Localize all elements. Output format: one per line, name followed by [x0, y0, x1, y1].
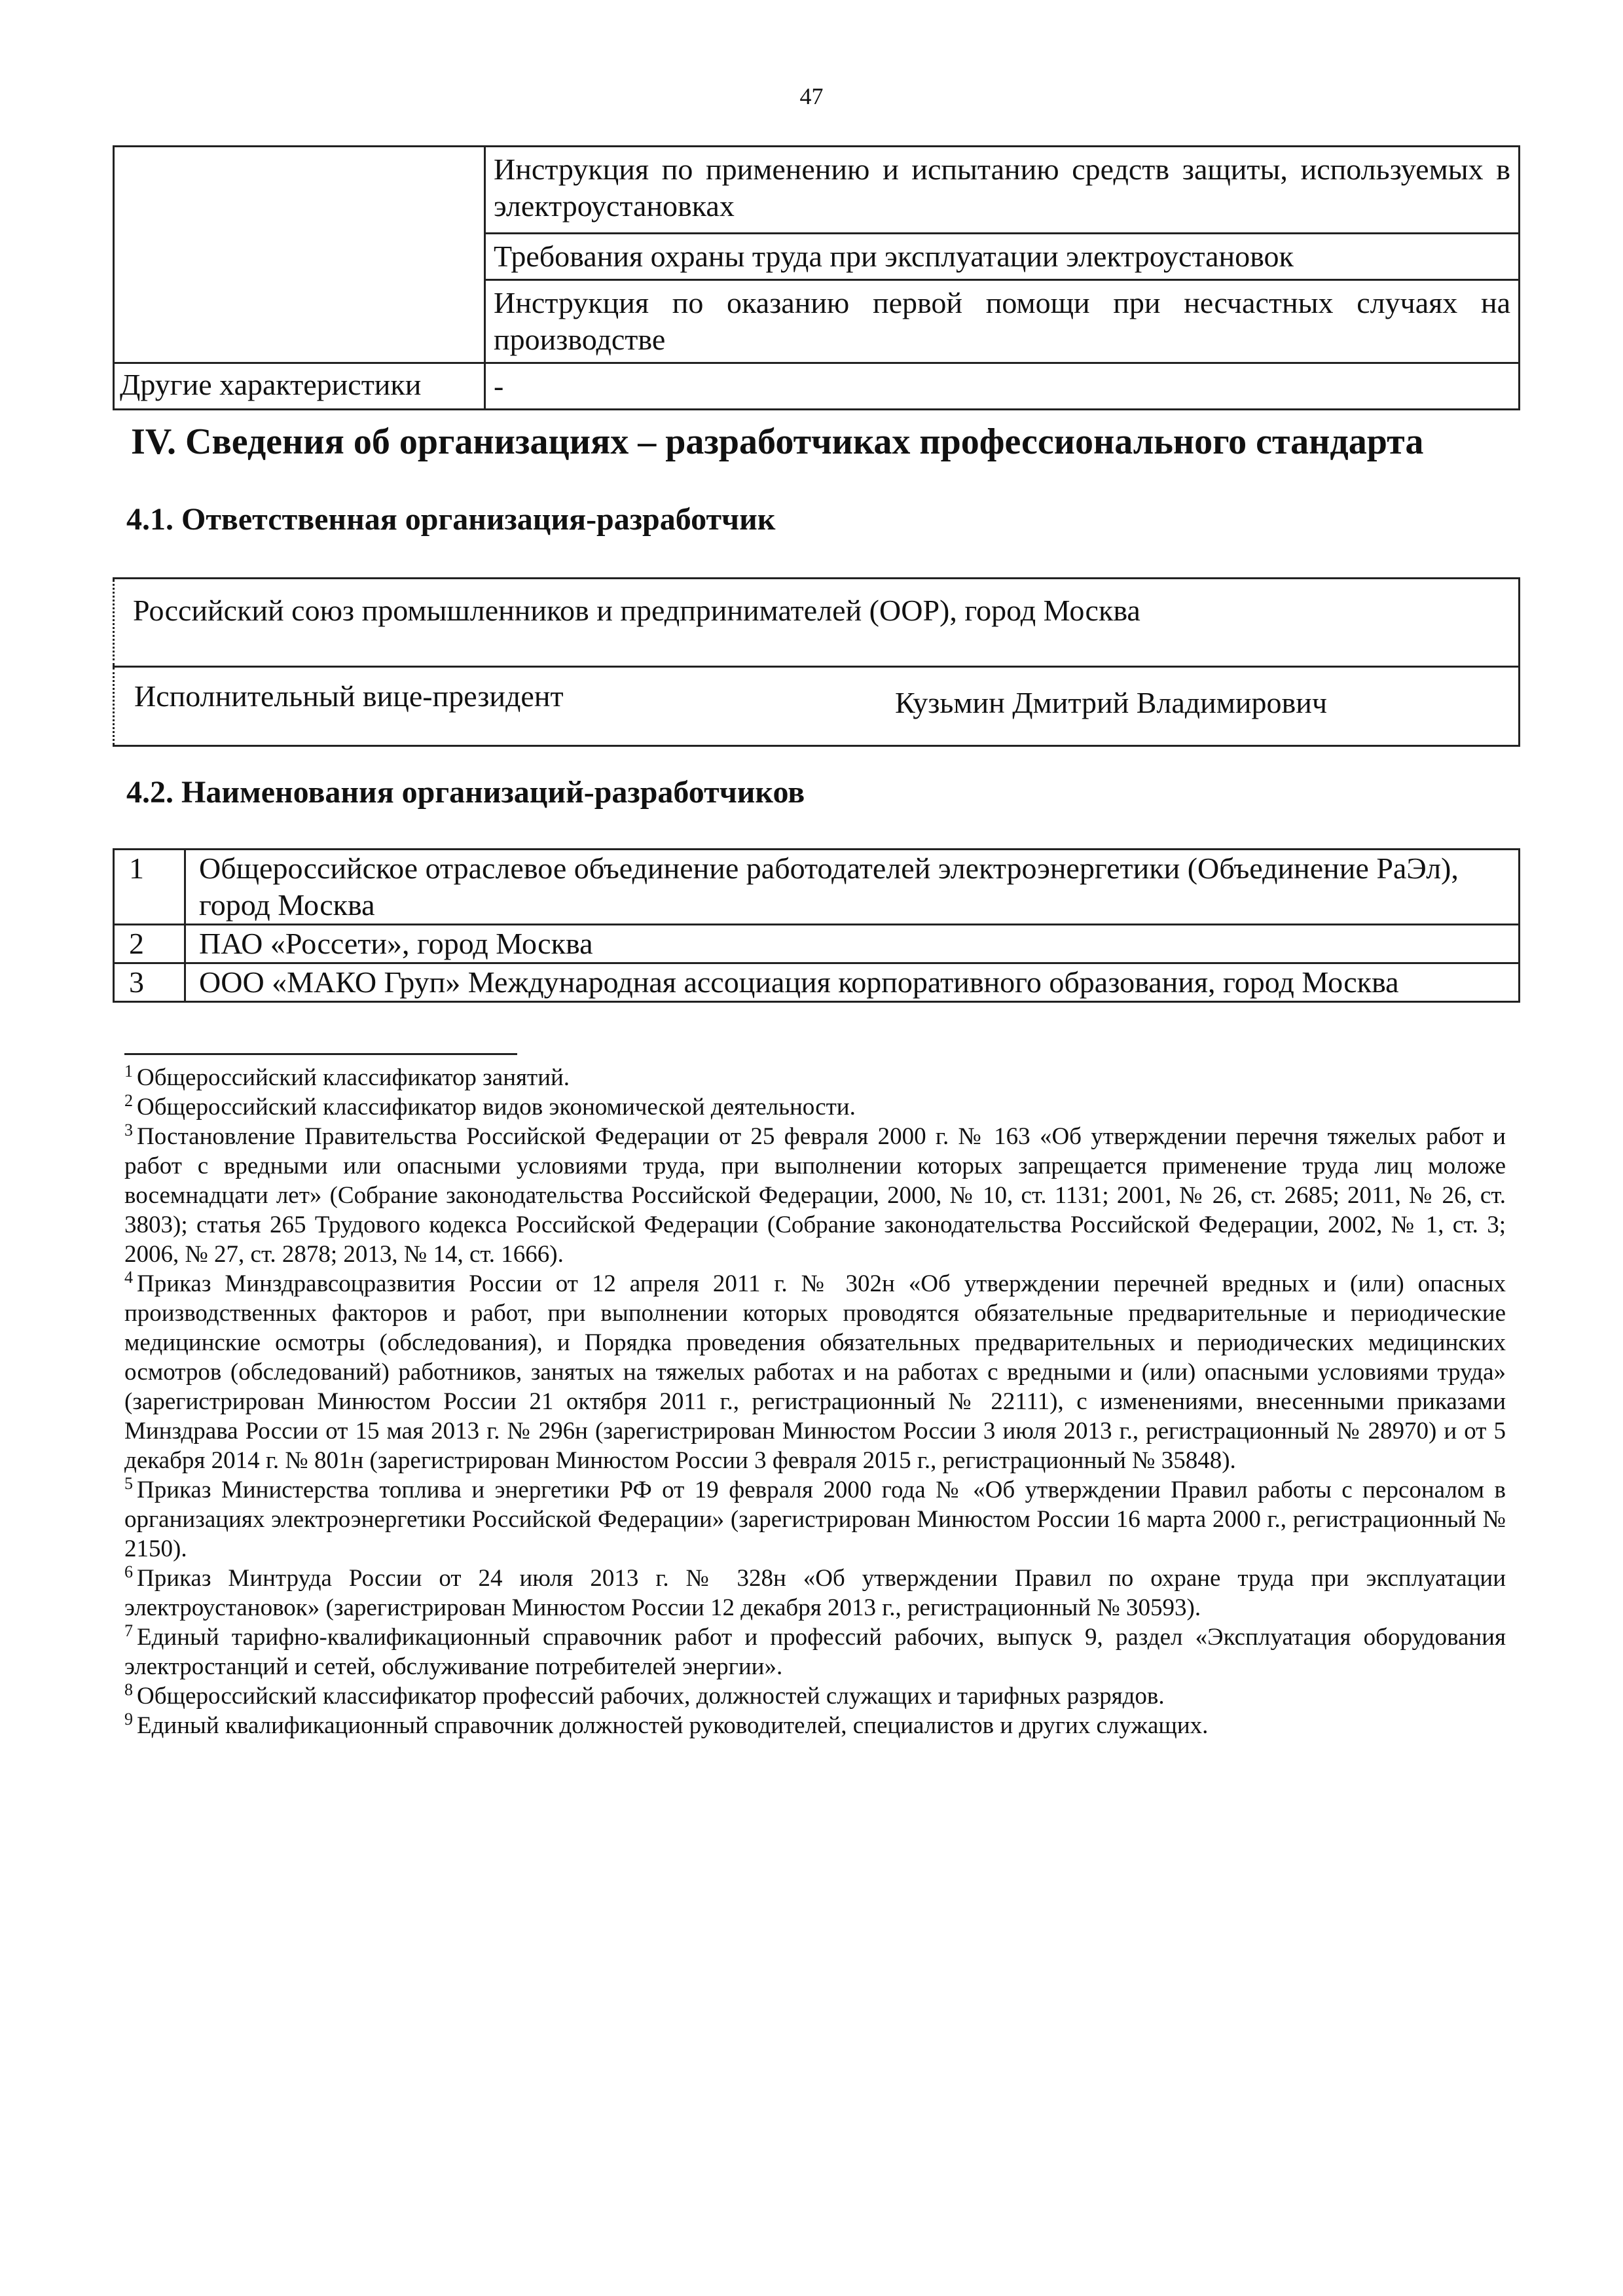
footnote	[124, 1475, 1506, 1564]
table-cell-value: Инструкция по применению и испытанию средств защиты, используемых в электроустановках	[485, 147, 1520, 234]
footnote-number: 7	[124, 1621, 133, 1640]
footnote-text: Общероссийский классификатор занятий.	[137, 1064, 570, 1091]
footnote-number: 1	[124, 1061, 133, 1081]
table-cell-label	[114, 147, 485, 363]
page-number: 47	[799, 83, 824, 109]
footnote	[124, 1063, 1506, 1092]
table-row	[114, 579, 1520, 667]
subsection-heading-responsible: 4.1. Ответственная организация-разработчик	[126, 502, 776, 537]
row-number: 2	[114, 925, 185, 963]
responsible-organization-table	[113, 577, 1520, 747]
footnote	[124, 1564, 1506, 1623]
table-cell-value: -	[485, 363, 1520, 410]
position-title: Исполнительный вице-президент	[134, 679, 564, 713]
organization-name: ПАО «Россети», город Москва	[185, 925, 1520, 963]
footnote-text: Единый квалификационный справочник должностей руководителей, специалистов и других служащих.	[137, 1712, 1209, 1739]
signature-row	[114, 667, 1520, 746]
section-title: IV. Сведения об организациях – разработчиках профессионального стандарта	[131, 422, 1424, 462]
row-number: 3	[114, 963, 185, 1002]
organization-name: Общероссийское отраслевое объединение работодателей электроэнергетики (Объединение РаЭл), город Москва	[185, 850, 1520, 925]
table-cell-label: Другие характеристики	[114, 363, 485, 410]
footnote-text: Единый тарифно-квалификационный справочник работ и профессий рабочих, выпуск 9, раздел «Эксплуатация оборудования электростанций и сетей, обслуживание потребителей энергии».	[124, 1624, 1506, 1680]
footnote-text: Приказ Министерства топлива и энергетики РФ от 19 февраля 2000 года № «Об утверждении Правил работы с персоналом в организациях электроэнергетики Российской Федерации» (зарегистрирован Минюстом России 16 марта 2000 г., регистрационный № 2150).	[124, 1477, 1506, 1562]
table-cell-value: Требования охраны труда при эксплуатации электроустановок	[485, 234, 1520, 280]
footnote-separator	[124, 1053, 517, 1055]
row-number: 1	[114, 850, 185, 925]
footnote-number: 5	[124, 1473, 133, 1493]
subsection-heading-developers: 4.2. Наименования организаций-разработчиков	[126, 775, 805, 810]
footnote	[124, 1681, 1506, 1711]
table-row	[114, 963, 1520, 1002]
footnote-number: 4	[124, 1267, 133, 1287]
footnotes	[124, 1063, 1506, 1740]
footnote-text: Постановление Правительства Российской Федерации от 25 февраля 2000 г. № 163 «Об утверждении перечня тяжелых работ и работ с вредными или опасными условиями труда, при выполнении которых запрещается применение труда лиц моложе восемнадцати лет» (Собрание законодательства Российской Федерации, 2000, № 10, ст. 1131; 2001, № 26, ст. 2685; 2011, № 26, ст. 3803); статья 265 Трудового кодекса Российской Федерации (Собрание законодательства Российской Федерации, 2002, № 1, ст. 3; 2006, № 27, ст. 2878; 2013, № 14, ст. 1666).	[124, 1123, 1506, 1268]
table-row	[114, 363, 1520, 410]
table-row	[114, 667, 1520, 746]
footnote-number: 8	[124, 1679, 133, 1699]
footnote-text: Общероссийский классификатор видов экономической деятельности.	[137, 1094, 856, 1121]
footnote-number: 2	[124, 1090, 133, 1110]
organization-name: ООО «МАКО Груп» Международная ассоциация корпоративного образования, город Москва	[185, 963, 1520, 1002]
person-name: Кузьмин Дмитрий Владимирович	[895, 686, 1327, 719]
footnote	[124, 1623, 1506, 1681]
organization-name: Российский союз промышленников и предпринимателей (ООР), город Москва	[114, 579, 1520, 667]
table-row	[114, 850, 1520, 925]
footnote-number: 9	[124, 1709, 133, 1729]
footnote-text: Приказ Минздравсоцразвития России от 12 апреля 2011 г. № 302н «Об утверждении перечней вредных и (или) опасных производственных факторов и работ, при выполнении которых проводятся обязательные предварительные и периодические медицинские осмотры (обследования), и Порядка проведения обязательных предварительных и периодических медицинских осмотров (обследований) работников, занятых на тяжелых работах и на работах с вредными и (или) опасными условиями труда» (зарегистрирован Минюстом России 21 октября 2011 г., регистрационный № 22111), с изменениями, внесенными приказами Минздрава России от 15 мая 2013 г. № 296н (зарегистрирован Минюстом России 3 июля 2013 г., регистрационный № 28970) и от 5 декабря 2014 г. № 801н (зарегистрирован Минюстом России 3 февраля 2015 г., регистрационный № 35848).	[124, 1270, 1506, 1474]
footnote	[124, 1711, 1506, 1740]
footnote-number: 3	[124, 1120, 133, 1139]
table-cell-value: Инструкция по оказанию первой помощи при несчастных случаях на производстве	[485, 280, 1520, 363]
footnote	[124, 1269, 1506, 1475]
footnote	[124, 1092, 1506, 1122]
footnote-text: Приказ Минтруда России от 24 июля 2013 г. № 328н «Об утверждении Правил по охране труда при эксплуатации электроустановок» (зарегистрирован Минюстом России 12 декабря 2013 г., регистрационный № 30593).	[124, 1565, 1506, 1621]
table-row	[114, 925, 1520, 963]
characteristics-table	[113, 145, 1520, 410]
developer-organizations-table	[113, 848, 1520, 1003]
footnote-text: Общероссийский классификатор профессий рабочих, должностей служащих и тарифных разрядов.	[137, 1683, 1165, 1710]
footnote-number: 6	[124, 1562, 133, 1581]
table-row	[114, 147, 1520, 234]
footnote	[124, 1122, 1506, 1269]
